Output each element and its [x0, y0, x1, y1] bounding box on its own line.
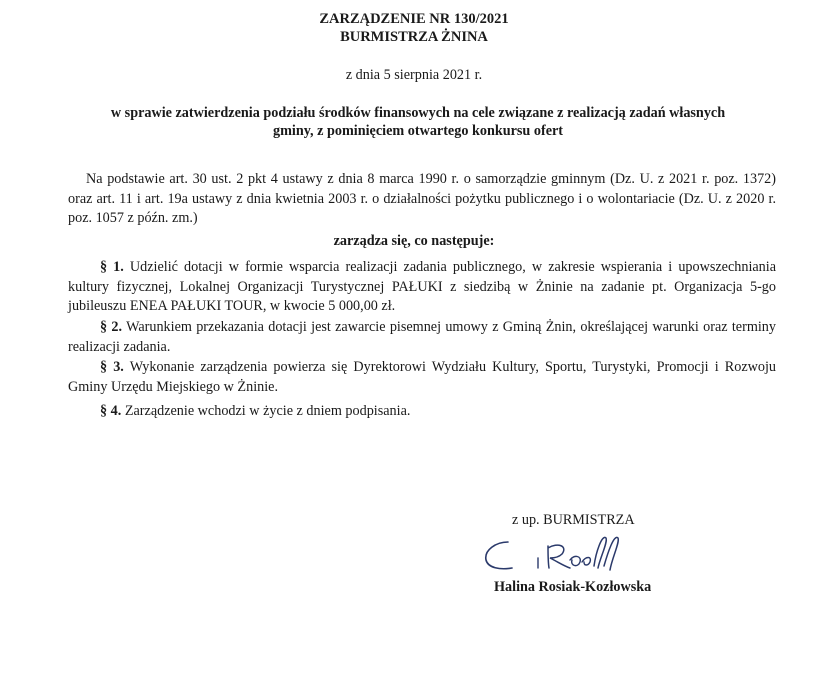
section-1-text: Udzielić dotacji w formie wsparcia realizacji zadania publicznego, w zakresie wspierania i upowszechniania kultury fizycznej, Lokalnej Organizacji Turystycznej PAŁUKI z siedzibą w Żninie na zadanie pt. Organizacja 5-go jubileuszu ENEA PAŁUKI TOUR, w kwocie 5 000,00 zł. — [68, 259, 777, 314]
section-4-mark: § 4. — [100, 403, 122, 419]
section-3 — [68, 358, 776, 397]
legal-basis: Na podstawie art. 30 ust. 2 pkt 4 ustawy z dnia 8 marca 1990 r. o samorządzie gminnym (Dz. U. z 2021 r. poz. 1372) oraz art. 11 i art. 19a ustawy z dnia kwietnia 2003 r. o działalności pożytku publicznego i o wolontariacie (Dz. U. z 2020 r. poz. 1057 z późn. zm.) — [68, 171, 776, 226]
section-2 — [68, 318, 776, 357]
title-line-1: ZARZĄDZENIE NR 130/2021 — [319, 11, 509, 27]
signer-name: Halina Rosiak-Kozłowska — [494, 579, 652, 595]
section-1-mark: § 1. — [100, 259, 124, 275]
section-4 — [68, 402, 776, 422]
document-date: z dnia 5 sierpnia 2021 r. — [345, 67, 483, 83]
section-3-text: Wykonanie zarządzenia powierza się Dyrektorowi Wydziału Kultury, Sportu, Turystyki, Promocji i Rozwoju Gminy Urzędu Miejskiego w Żninie. — [68, 359, 777, 395]
section-1 — [68, 258, 776, 317]
section-4-text: Zarządzenie wchodzi w życie z dniem podpisania. — [124, 403, 411, 419]
section-3-mark: § 3. — [100, 359, 124, 375]
document-title — [0, 10, 828, 46]
section-2-text: Warunkiem przekazania dotacji jest zawarcie pisemnej umowy z Gminą Żnin, określającej warunki oraz terminy realizacji zadania. — [68, 319, 776, 355]
signature-role: z up. BURMISTRZA — [512, 512, 635, 528]
document-subject: w sprawie zatwierdzenia podziału środków finansowych na cele związane z realizacją zadań własnych gminy, z pominięciem otwartego konkursu ofert — [110, 105, 726, 139]
decree-statement: zarządza się, co następuje: — [333, 233, 495, 249]
section-2-mark: § 2. — [100, 319, 123, 335]
title-line-2: BURMISTRZA ŻNINA — [340, 29, 488, 45]
handwritten-signature — [478, 528, 638, 576]
